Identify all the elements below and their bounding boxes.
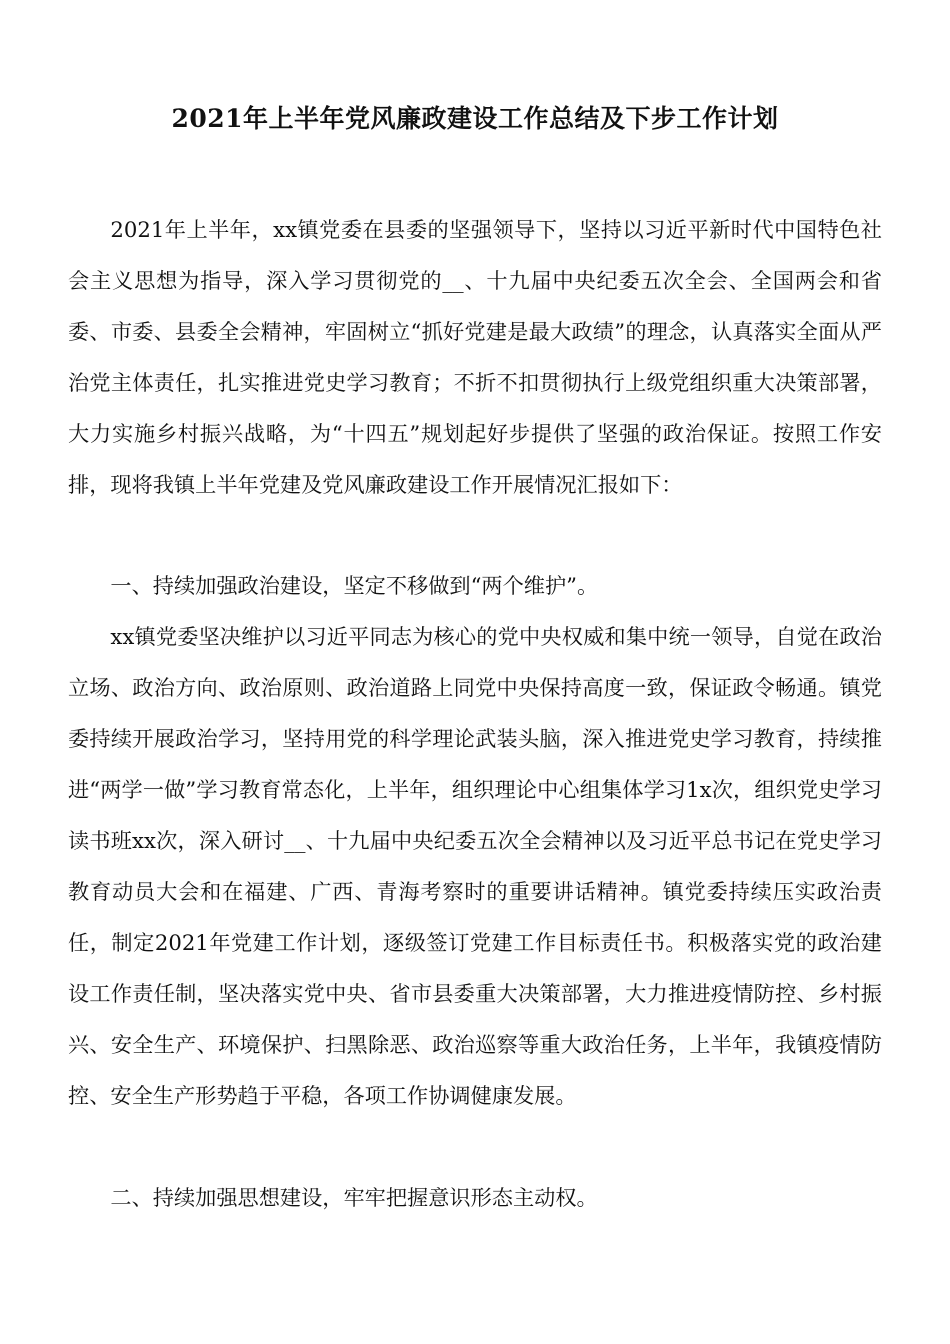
section-heading-2: 二、持续加强思想建设，牢牢把握意识形态主动权。 [110,1185,598,1210]
document-title: 2021年上半年党风廉政建设工作总结及下步工作计划 [171,104,779,133]
section-1-paragraph: xx镇党委坚决维护以习近平同志为核心的党中央权威和集中统一领导，自觉在政治立场、政治方向、政治原则、政治道路上同党中央保持高度一致，保证政令畅通。镇党委持续开展政治学习，坚持用党的科学理论武装头脑，深入推进党史学习教育，持续推进“两学一做”学习教育常态化，上半年，组织理论中心组集体学习1x次，组织党史学习读书班xx次，深入研讨__、十九届中央纪委五次全会精神以及习近平总书记在党史学习教育动员大会和在福建、广西、青海考察时的重要讲话精神。镇党委持续压实政治责任，制定2021年党建工作计划，逐级签订党建工作目标责任书。积极落实党的政治建设工作责任制，坚决落实党中央、省市县委重大决策部署，大力推进疫情防控、乡村振兴、安全生产、环境保护、扫黑除恶、政治巡察等重大政治任务，上半年，我镇疫情防控、安全生产形势趋于平稳，各项工作协调健康发展。 [68,624,882,1108]
section-heading-1: 一、持续加强政治建设，坚定不移做到“两个维护”。 [110,573,599,598]
intro-paragraph: 2021年上半年，xx镇党委在县委的坚强领导下，坚持以习近平新时代中国特色社会主义思想为指导，深入学习贯彻党的__、十九届中央纪委五次全会、全国两会和省委、市委、县委全会精神，牢固树立“抓好党建是最大政绩”的理念，认真落实全面从严治党主体责任，扎实推进党史学习教育；不折不扣贯彻执行上级党组织重大决策部署，大力实施乡村振兴战略，为“十四五”规划起好步提供了坚强的政治保证。按照工作安排，现将我镇上半年党建及党风廉政建设工作开展情况汇报如下： [68,217,882,497]
